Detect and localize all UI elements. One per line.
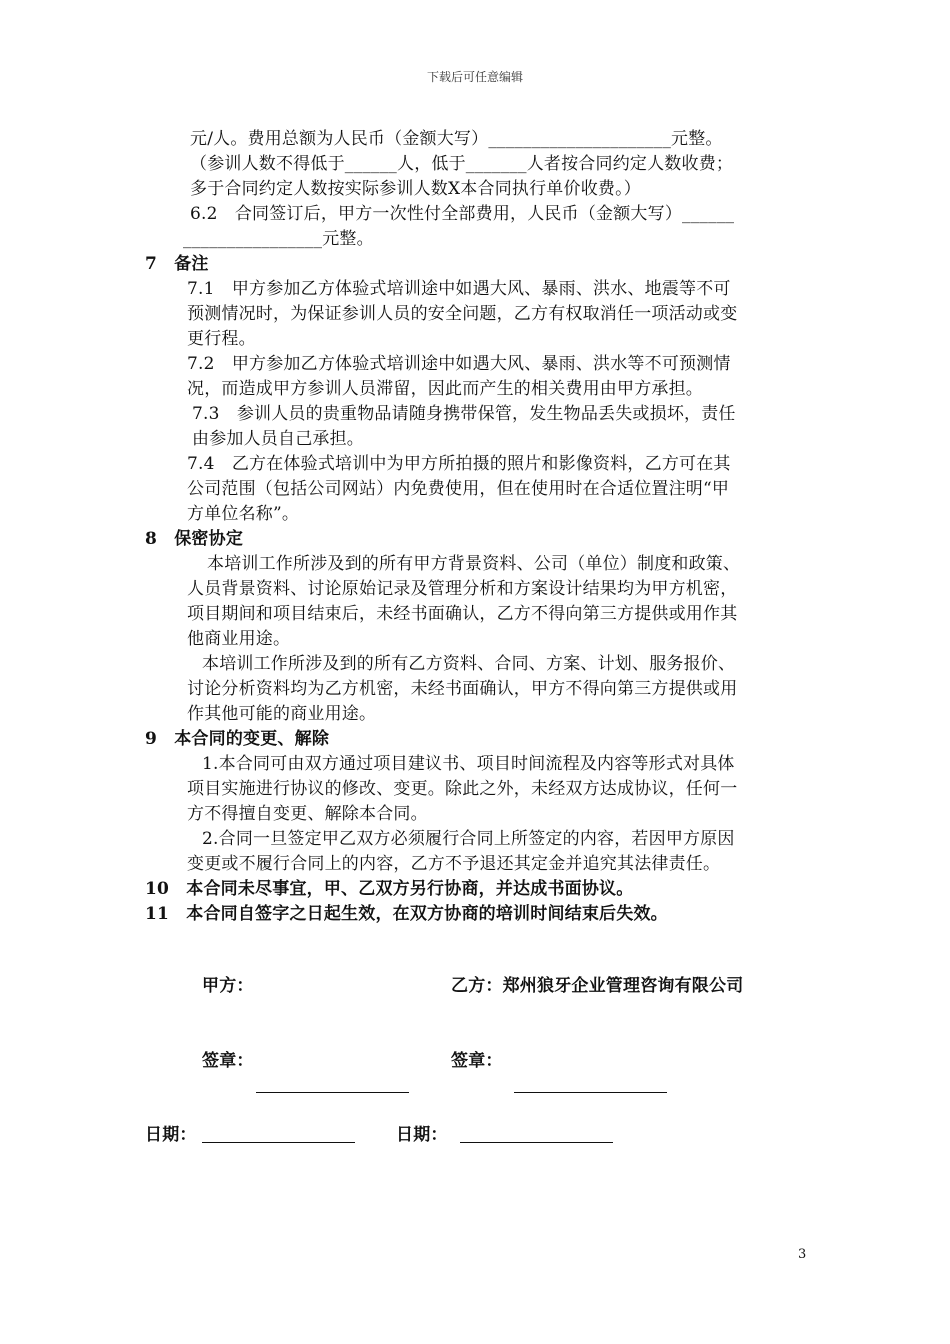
- clause-7-4-line-1: 7.4 乙方在体验式培训中为甲方所拍摄的照片和影像资料，乙方可在其: [187, 454, 731, 474]
- date-a-line: [202, 1142, 355, 1143]
- clause-7-1-line-2: 预测情况时，为保证参训人员的安全问题，乙方有权取消任一项活动或变: [187, 304, 738, 324]
- confidential-a-line-4: 他商业用途。: [187, 629, 291, 649]
- confidential-a-line-3: 项目期间和项目结束后，未经书面确认，乙方不得向第三方提供或用作其: [187, 604, 738, 624]
- clause-7-1-line-3: 更行程。: [187, 329, 256, 349]
- clause-7-3-line-2: 由参加人员自己承担。: [192, 429, 364, 449]
- fee-line-3: 多于合同约定人数按实际参训人数Χ本合同执行单价收费。）: [190, 179, 642, 199]
- change-1-line-3: 方不得擅自变更、解除本合同。: [187, 804, 428, 824]
- confidential-b-line-3: 作其他可能的商业用途。: [187, 704, 377, 724]
- clause-7-3-line-1: 7.3 参训人员的贵重物品请随身携带保管，发生物品丢失或损坏，责任: [192, 404, 736, 424]
- section-11: 11 本合同自签字之日起生效，在双方协商的培训时间结束后失效。: [145, 904, 668, 924]
- page-number: 3: [798, 1247, 807, 1262]
- confidential-a-line-2: 人员背景资料、讨论原始记录及管理分析和方案设计结果均为甲方机密，: [187, 579, 738, 599]
- seal-b-label: 签章：: [451, 1051, 503, 1071]
- section-7-heading: 7 备注: [145, 254, 209, 274]
- seal-a-label: 签章：: [202, 1051, 254, 1071]
- change-2-line-2: 变更或不履行合同上的内容，乙方不予退还其定金并追究其法律责任。: [187, 854, 721, 874]
- confidential-b-line-2: 讨论分析资料均为乙方机密，未经书面确认，甲方不得向第三方提供或用: [187, 679, 738, 699]
- confidential-a-line-1: 本培训工作所涉及到的所有甲方背景资料、公司（单位）制度和政策、: [207, 554, 741, 574]
- clause-7-2-line-1: 7.2 甲方参加乙方体验式培训途中如遇大风、暴雨、洪水等不可预测情: [187, 354, 731, 374]
- seal-a-signature-line: [256, 1092, 409, 1093]
- change-1-line-1: 1.本合同可由双方通过项目建议书、项目时间流程及内容等形式对具体: [202, 754, 735, 774]
- clause-7-2-line-2: 况，而造成甲方参训人员滞留，因此而产生的相关费用由甲方承担。: [187, 379, 703, 399]
- change-1-line-2: 项目实施进行协议的修改、变更。除此之外，未经双方达成协议，任何一: [187, 779, 738, 799]
- seal-b-signature-line: [514, 1092, 667, 1093]
- date-b-label: 日期：: [396, 1125, 448, 1145]
- change-2-line-1: 2.合同一旦签定甲乙双方必须履行合同上所签定的内容，若因甲方原因: [202, 829, 735, 849]
- confidential-b-line-1: 本培训工作所涉及到的所有乙方资料、合同、方案、计划、服务报价、: [202, 654, 736, 674]
- section-8-heading: 8 保密协定: [145, 529, 244, 549]
- clause-7-1-line-1: 7.1 甲方参加乙方体验式培训途中如遇大风、暴雨、洪水、地震等不可: [187, 279, 731, 299]
- party-b-label: 乙方：郑州狼牙企业管理咨询有限公司: [451, 976, 744, 996]
- date-a-label: 日期：: [145, 1125, 197, 1145]
- fee-line-1: 元/人。费用总额为人民币（金额大写）_____________________元整。: [190, 129, 723, 149]
- clause-6-2-line-1: 6.2 合同签订后，甲方一次性付全部费用，人民币（金额大写）______: [190, 204, 735, 224]
- section-9-heading: 9 本合同的变更、解除: [145, 729, 330, 749]
- fee-line-2: （参训人数不得低于______人，低于_______人者按合同约定人数收费；: [190, 154, 734, 174]
- party-a-label: 甲方：: [202, 976, 254, 996]
- clause-7-4-line-3: 方单位名称”。: [187, 504, 300, 524]
- clause-6-2-line-2: ________________元整。: [183, 229, 374, 249]
- page-header: 下载后可任意编辑: [426, 70, 523, 84]
- section-10: 10 本合同未尽事宜，甲、乙双方另行协商，并达成书面协议。: [145, 879, 634, 899]
- date-b-line: [460, 1142, 613, 1143]
- clause-7-4-line-2: 公司范围（包括公司网站）内免费使用，但在使用时在合适位置注明“甲: [187, 479, 730, 499]
